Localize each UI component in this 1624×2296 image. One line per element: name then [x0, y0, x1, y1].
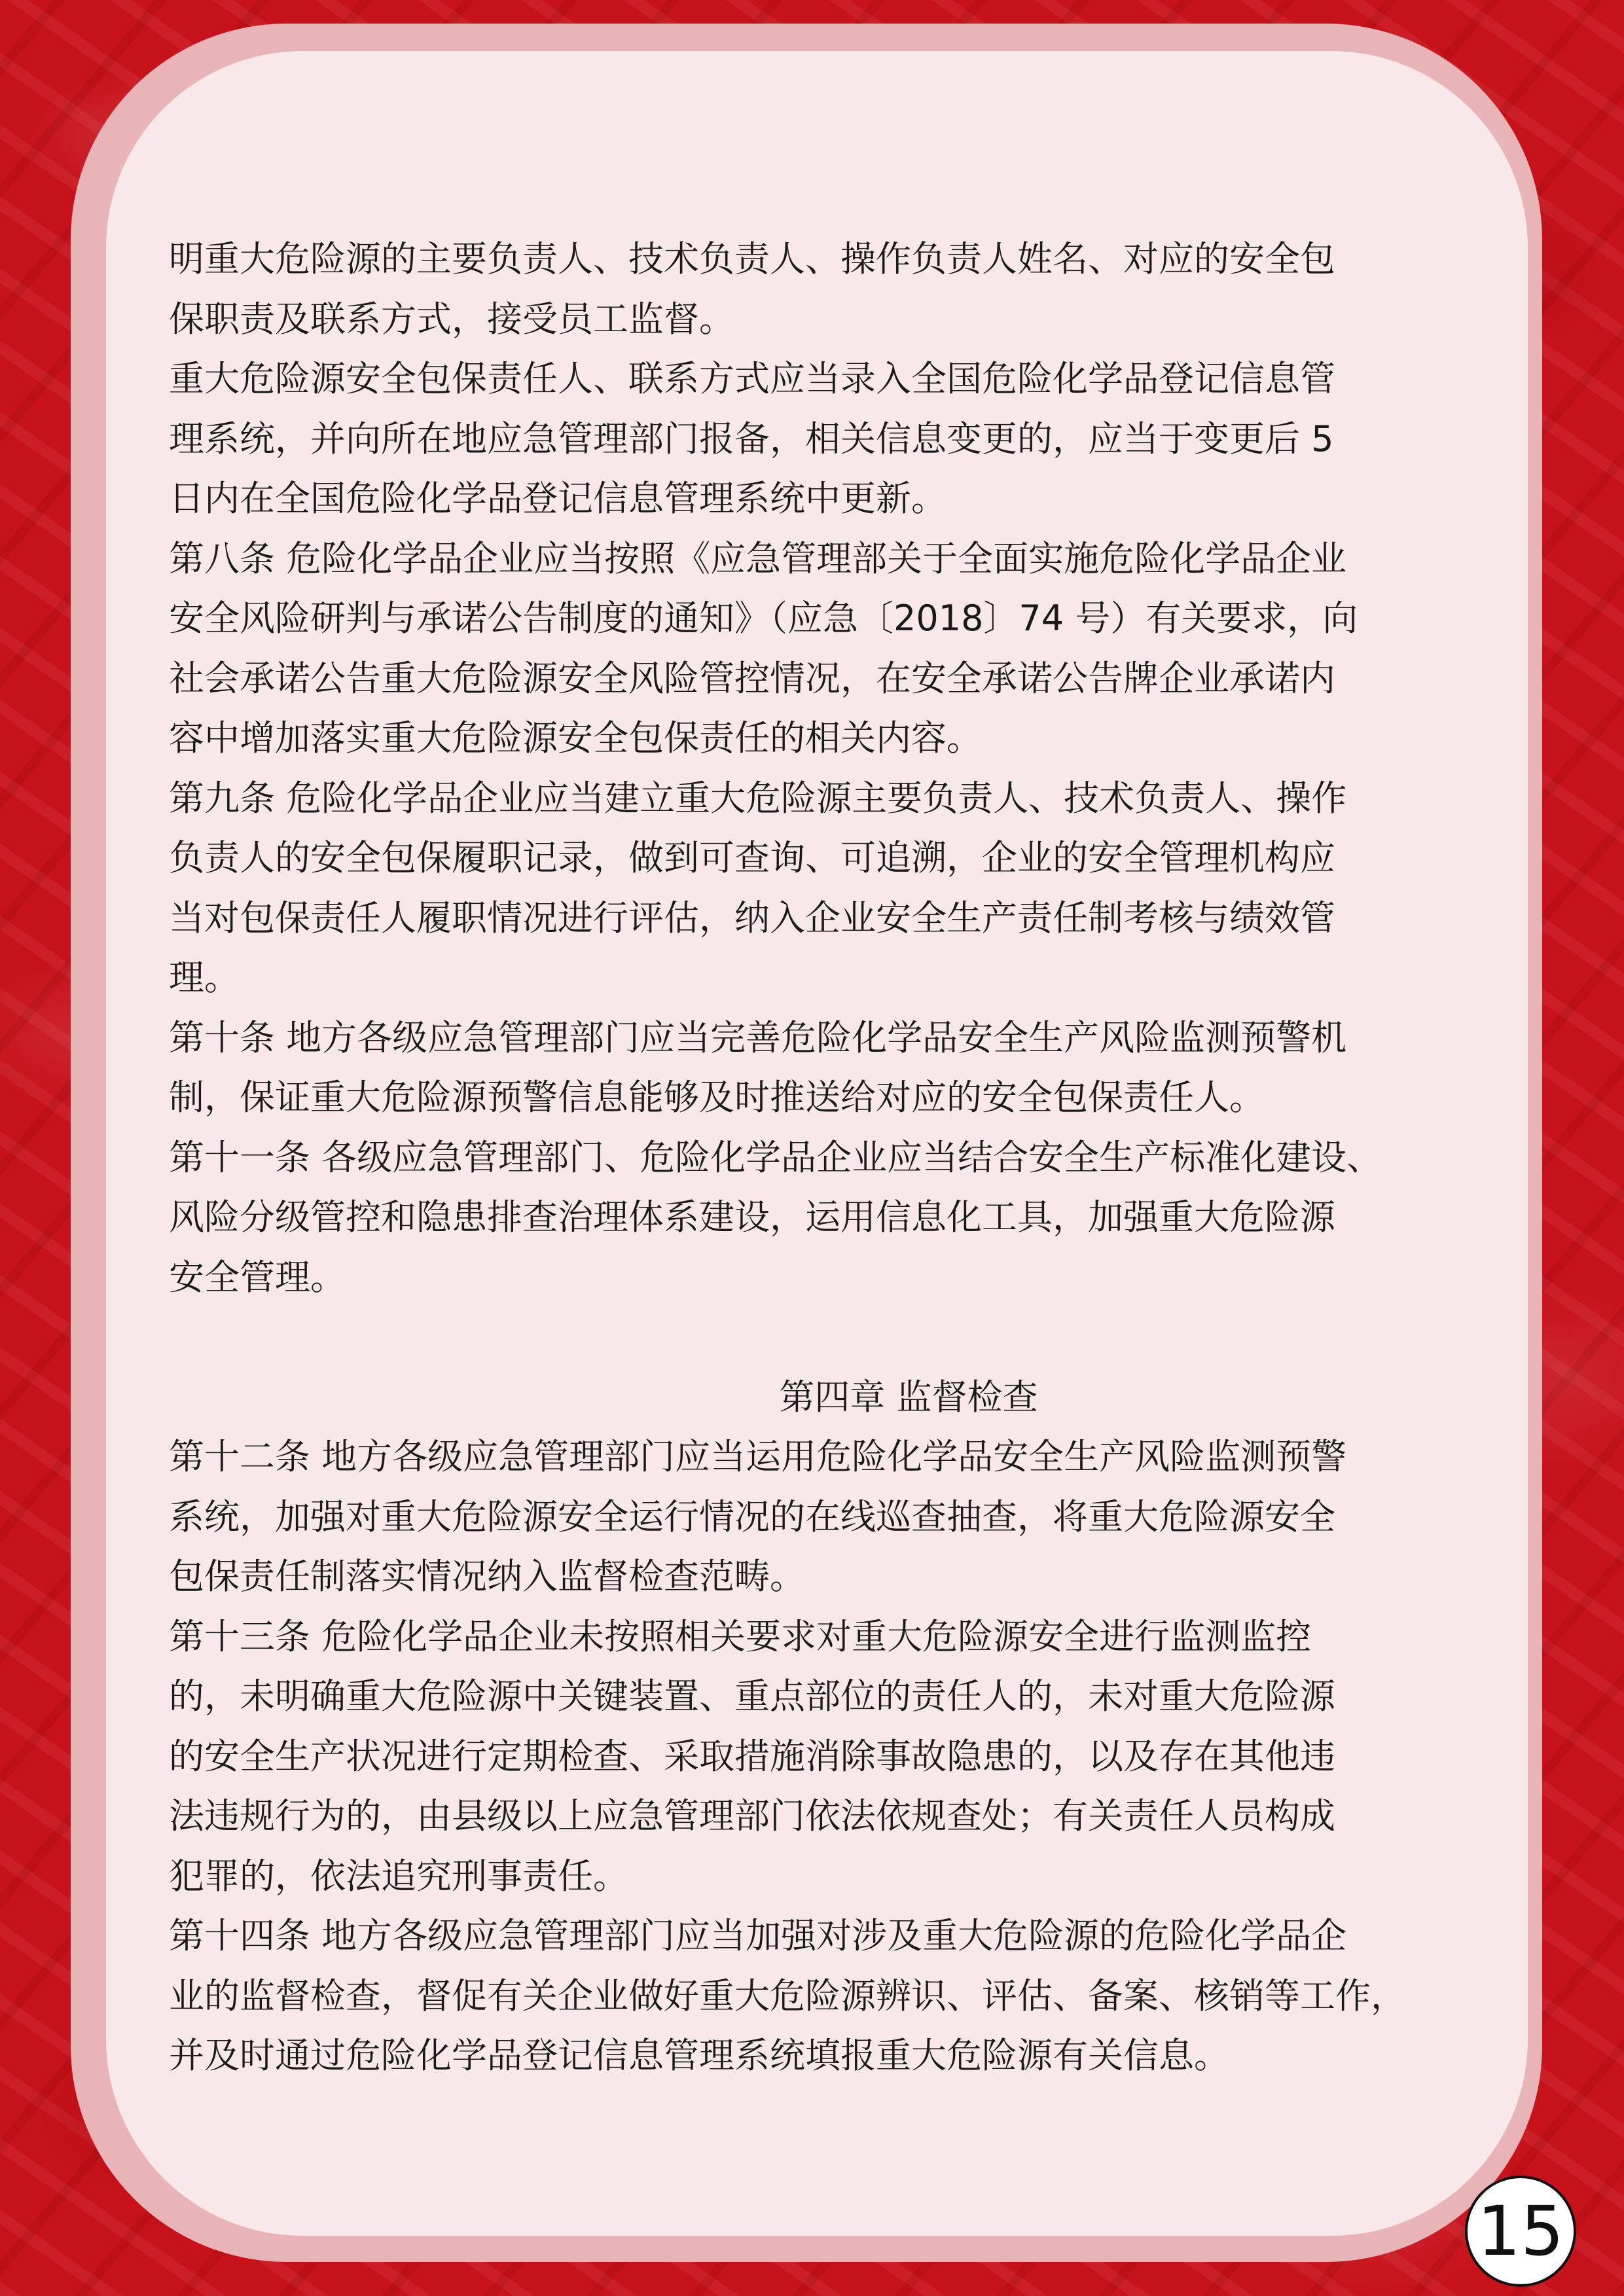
article-10-line: 第十条 地方各级应急管理部门应当完善危险化学品安全生产风险监测预警机	[169, 1016, 1347, 1058]
paragraph-gap	[169, 1307, 1452, 1367]
text-line: 明重大危险源的主要负责人、技术负责人、操作负责人姓名、对应的安全包	[169, 238, 1335, 279]
text-line: 业的监督检查，督促有关企业做好重大危险源辨识、评估、备案、核销等工作，	[169, 1975, 1406, 2017]
text-line: 犯罪的，依法追究刑事责任。	[169, 1855, 628, 1897]
text-line: 容中增加落实重大危险源安全包保责任的相关内容。	[169, 717, 982, 759]
text-line: 当对包保责任人履职情况进行评估，纳入企业安全生产责任制考核与绩效管	[169, 897, 1335, 939]
article-12-line: 第十二条 地方各级应急管理部门应当运用危险化学品安全生产风险监测预警	[169, 1436, 1347, 1477]
text-line: 重大危险源安全包保责任人、联系方式应当录入全国危险化学品登记信息管	[169, 358, 1335, 399]
text-line: 安全风险研判与承诺公告制度的通知》（应急〔2018〕74 号）有关要求，向	[169, 598, 1358, 639]
text-line: 并及时通过危险化学品登记信息管理系统填报重大危险源有关信息。	[169, 2035, 1229, 2076]
page-number: 15	[1477, 2191, 1564, 2271]
text-line: 理。	[169, 957, 240, 998]
text-line: 风险分级管控和隐患排查治理体系建设，运用信息化工具，加强重大危险源	[169, 1196, 1335, 1238]
text-line: 包保责任制落实情况纳入监督检查范畴。	[169, 1556, 805, 1597]
text-line: 负责人的安全包保履职记录，做到可查询、可追溯，企业的安全管理机构应	[169, 837, 1335, 878]
article-11-line: 第十一条 各级应急管理部门、危险化学品企业应当结合安全生产标准化建设、	[169, 1136, 1382, 1178]
article-9-line: 第九条 危险化学品企业应当建立重大危险源主要负责人、技术负责人、操作	[169, 777, 1347, 819]
text-line: 的安全生产状况进行定期检查、采取措施消除事故隐患的，以及存在其他违	[169, 1735, 1335, 1777]
text-line: 日内在全国危险化学品登记信息管理系统中更新。	[169, 478, 947, 519]
chapter-heading: 第四章 监督检查	[779, 1376, 1038, 1418]
document-body	[169, 229, 1452, 2086]
text-line: 系统，加强对重大危险源安全运行情况的在线巡查抽查，将重大危险源安全	[169, 1496, 1335, 1537]
page-number-badge	[1465, 2176, 1576, 2287]
article-13-line: 第十三条 危险化学品企业未按照相关要求对重大危险源安全进行监测监控	[169, 1615, 1312, 1657]
text-line: 法违规行为的，由县级以上应急管理部门依法依规查处；有关责任人员构成	[169, 1795, 1335, 1837]
text-line: 保职责及联系方式，接受员工监督。	[169, 298, 734, 340]
text-line: 安全管理。	[169, 1256, 346, 1298]
article-14-line: 第十四条 地方各级应急管理部门应当加强对涉及重大危险源的危险化学品企	[169, 1915, 1347, 1956]
text-line: 社会承诺公告重大危险源安全风险管控情况，在安全承诺公告牌企业承诺内	[169, 657, 1335, 699]
text-line: 制，保证重大危险源预警信息能够及时推送给对应的安全包保责任人。	[169, 1077, 1265, 1118]
text-line: 理系统，并向所在地应急管理部门报备，相关信息变更的，应当于变更后 5	[169, 418, 1334, 459]
text-line: 的，未明确重大危险源中关键装置、重点部位的责任人的，未对重大危险源	[169, 1676, 1335, 1717]
article-8-line: 第八条 危险化学品企业应当按照《应急管理部关于全面实施危险化学品企业	[169, 537, 1347, 579]
